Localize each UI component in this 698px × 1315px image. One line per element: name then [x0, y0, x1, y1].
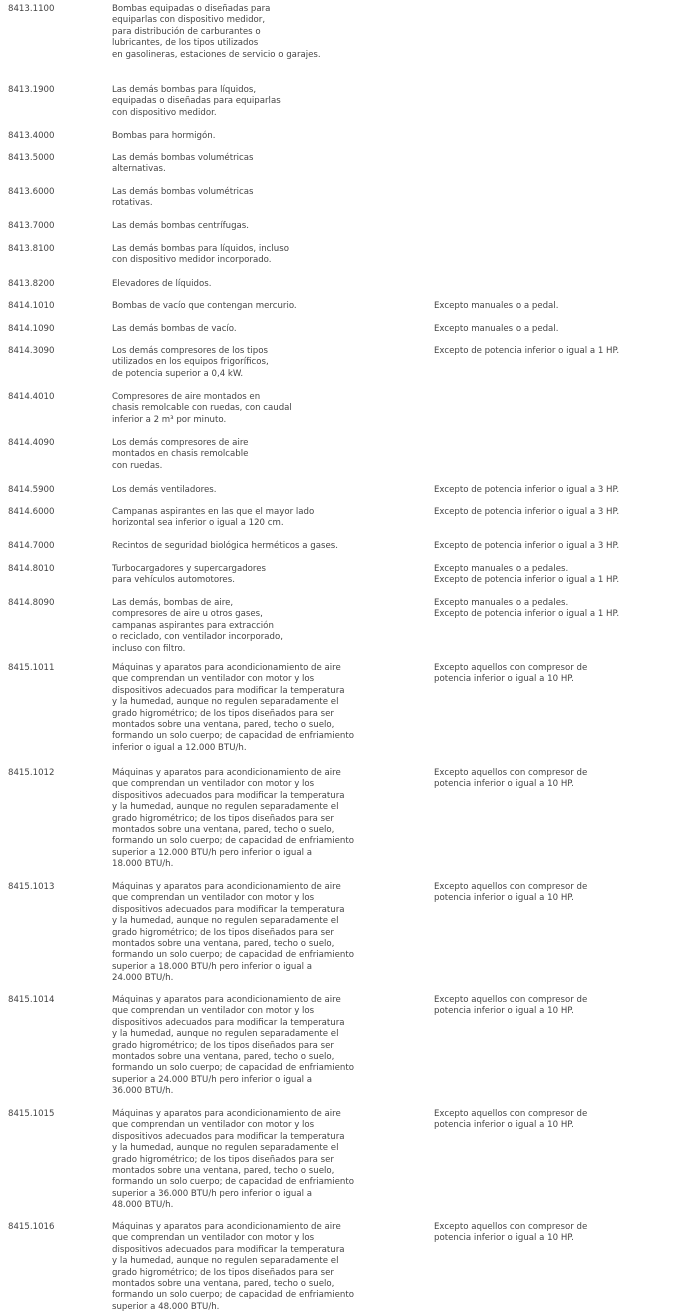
- desc-line: inferior o igual a 12.000 BTU/h.: [112, 742, 247, 753]
- description: [112, 187, 422, 210]
- desc-line: para distribución de carburantes o: [112, 26, 261, 37]
- exception-note: [434, 995, 694, 1018]
- desc-line: grado higrométrico; de los tipos diseñados para ser: [112, 927, 334, 938]
- desc-line: formando un solo cuerpo; de capacidad de enfriamiento: [112, 836, 355, 847]
- note-line: Excepto de potencia inferior o igual a 3 HP.: [434, 485, 620, 495]
- desc-line: grado higrométrico; de los tipos diseñados para ser: [112, 1154, 334, 1165]
- note-line: Excepto aquellos con compresor de: [434, 663, 588, 673]
- exception-note: [434, 1222, 694, 1245]
- desc-line: rotativas.: [112, 198, 153, 209]
- desc-line: y la humedad, aunque no regulen separadamente el: [112, 697, 339, 708]
- desc-line: grado higrométrico; de los tipos diseñados para ser: [112, 1040, 334, 1051]
- desc-line: dispositivos adecuados para modificar la temperatura: [112, 904, 345, 915]
- description: [112, 131, 422, 142]
- note-line: potencia inferior o igual a 10 HP.: [434, 1233, 574, 1244]
- note-line: potencia inferior o igual a 10 HP.: [434, 1006, 574, 1017]
- desc-line: montados sobre una ventana, pared, techo o suelo,: [112, 825, 335, 836]
- tariff-code: 8413.5000: [8, 153, 55, 163]
- desc-line: superior a 48.000 BTU/h.: [112, 1301, 220, 1312]
- desc-line: superior a 18.000 BTU/h pero inferior o igual a: [112, 961, 313, 972]
- desc-line: utilizados en los equipos frigoríficos,: [112, 357, 269, 368]
- desc-line: 36.000 BTU/h.: [112, 1086, 174, 1097]
- note-line: Excepto aquellos con compresor de: [434, 1109, 588, 1119]
- desc-line: montados sobre una ventana, pared, techo o suelo,: [112, 720, 335, 731]
- desc-line: Las demás bombas volumétricas: [112, 153, 254, 163]
- desc-line: dispositivos adecuados para modificar la temperatura: [112, 1131, 345, 1142]
- desc-line: Máquinas y aparatos para acondicionamiento de aire: [112, 1109, 341, 1119]
- desc-line: montados sobre una ventana, pared, techo o suelo,: [112, 1052, 335, 1063]
- desc-line: que comprendan un ventilador con motor y los: [112, 1120, 315, 1131]
- description: [112, 4, 422, 61]
- desc-line: campanas aspirantes para extracción: [112, 620, 274, 631]
- description: [112, 598, 422, 655]
- desc-line: Máquinas y aparatos para acondicionamiento de aire: [112, 663, 341, 673]
- description: [112, 324, 422, 335]
- tariff-code: 8414.8010: [8, 564, 55, 574]
- desc-line: dispositivos adecuados para modificar la temperatura: [112, 685, 345, 696]
- desc-line: formando un solo cuerpo; de capacidad de enfriamiento: [112, 1290, 355, 1301]
- desc-line: Las demás bombas centrífugas.: [112, 221, 250, 231]
- desc-line: 24.000 BTU/h.: [112, 973, 174, 984]
- desc-line: horizontal sea inferior o igual a 120 cm.: [112, 518, 284, 529]
- desc-line: y la humedad, aunque no regulen separadamente el: [112, 802, 339, 813]
- desc-line: chasis remolcable con ruedas, con caudal: [112, 403, 292, 414]
- desc-line: superior a 36.000 BTU/h pero inferior o igual a: [112, 1188, 313, 1199]
- desc-line: formando un solo cuerpo; de capacidad de enfriamiento: [112, 950, 355, 961]
- desc-line: equipadas o diseñadas para equiparlas: [112, 96, 281, 107]
- exception-note: [434, 301, 694, 312]
- note-line: potencia inferior o igual a 10 HP.: [434, 893, 574, 904]
- description: [112, 507, 422, 530]
- description: [112, 279, 422, 290]
- tariff-code: 8414.5900: [8, 485, 55, 495]
- note-line: Excepto aquellos con compresor de: [434, 882, 588, 892]
- desc-line: formando un solo cuerpo; de capacidad de enfriamiento: [112, 1177, 355, 1188]
- description: [112, 485, 422, 496]
- exception-note: [434, 663, 694, 686]
- tariff-code: 8415.1011: [8, 663, 55, 673]
- exception-note: [434, 485, 694, 496]
- description: [112, 1109, 422, 1212]
- desc-line: grado higrométrico; de los tipos diseñados para ser: [112, 1267, 334, 1278]
- tariff-code: 8413.8200: [8, 279, 55, 289]
- desc-line: Elevadores de líquidos.: [112, 279, 212, 289]
- tariff-code: 8414.4090: [8, 438, 55, 448]
- note-line: potencia inferior o igual a 10 HP.: [434, 1120, 574, 1131]
- desc-line: Campanas aspirantes en las que el mayor lado: [112, 507, 315, 517]
- description: [112, 768, 422, 871]
- tariff-code: 8414.6000: [8, 507, 55, 517]
- tariff-code: 8415.1013: [8, 882, 55, 892]
- desc-line: que comprendan un ventilador con motor y los: [112, 1006, 315, 1017]
- note-line: Excepto aquellos con compresor de: [434, 768, 588, 778]
- desc-line: para vehículos automotores.: [112, 575, 235, 586]
- description: [112, 301, 422, 312]
- desc-line: equiparlas con dispositivo medidor,: [112, 15, 266, 26]
- desc-line: Máquinas y aparatos para acondicionamiento de aire: [112, 995, 341, 1005]
- description: [112, 1222, 422, 1313]
- desc-line: Recintos de seguridad biológica herméticos a gases.: [112, 541, 338, 551]
- note-line: Excepto manuales o a pedal.: [434, 301, 559, 311]
- note-line: Excepto manuales o a pedales.: [434, 598, 569, 608]
- desc-line: Las demás bombas para líquidos, incluso: [112, 244, 289, 254]
- desc-line: Las demás, bombas de aire,: [112, 598, 234, 608]
- desc-line: dispositivos adecuados para modificar la temperatura: [112, 790, 345, 801]
- desc-line: Máquinas y aparatos para acondicionamiento de aire: [112, 882, 341, 892]
- description: [112, 438, 422, 472]
- desc-line: lubricantes, de los tipos utilizados: [112, 38, 259, 49]
- tariff-code: 8413.6000: [8, 187, 55, 197]
- tariff-code: 8413.4000: [8, 131, 55, 141]
- desc-line: formando un solo cuerpo; de capacidad de enfriamiento: [112, 1063, 355, 1074]
- desc-line: Los demás ventiladores.: [112, 485, 217, 495]
- tariff-code: 8414.1090: [8, 324, 55, 334]
- exception-note: [434, 324, 694, 335]
- desc-line: con ruedas.: [112, 460, 163, 471]
- description: [112, 392, 422, 426]
- desc-line: dispositivos adecuados para modificar la temperatura: [112, 1244, 345, 1255]
- note-line: Excepto de potencia inferior o igual a 1 HP.: [434, 609, 620, 620]
- note-line: Excepto de potencia inferior o igual a 3 HP.: [434, 507, 620, 517]
- tariff-code: 8413.7000: [8, 221, 55, 231]
- desc-line: 18.000 BTU/h.: [112, 859, 174, 870]
- tariff-code: 8415.1015: [8, 1109, 55, 1119]
- exception-note: [434, 541, 694, 552]
- tariff-code: 8414.1010: [8, 301, 55, 311]
- description: [112, 346, 422, 380]
- exception-note: [434, 346, 694, 357]
- desc-line: Compresores de aire montados en: [112, 392, 261, 402]
- note-line: Excepto aquellos con compresor de: [434, 1222, 588, 1232]
- desc-line: 48.000 BTU/h.: [112, 1200, 174, 1211]
- desc-line: Los demás compresores de los tipos: [112, 346, 268, 356]
- desc-line: montados sobre una ventana, pared, techo o suelo,: [112, 1279, 335, 1290]
- description: [112, 85, 422, 119]
- desc-line: que comprendan un ventilador con motor y los: [112, 779, 315, 790]
- tariff-code: 8414.7000: [8, 541, 55, 551]
- desc-line: incluso con filtro.: [112, 643, 186, 654]
- desc-line: Bombas para hormigón.: [112, 131, 216, 141]
- desc-line: formando un solo cuerpo; de capacidad de enfriamiento: [112, 731, 355, 742]
- description: [112, 995, 422, 1098]
- note-line: Excepto de potencia inferior o igual a 1 HP.: [434, 575, 620, 586]
- desc-line: montados sobre una ventana, pared, techo o suelo,: [112, 939, 335, 950]
- note-line: Excepto de potencia inferior o igual a 1 HP.: [434, 346, 620, 356]
- exception-note: [434, 564, 694, 587]
- desc-line: y la humedad, aunque no regulen separadamente el: [112, 916, 339, 927]
- exception-note: [434, 598, 694, 621]
- tariff-code: 8413.1900: [8, 85, 55, 95]
- desc-line: superior a 12.000 BTU/h pero inferior o igual a: [112, 847, 313, 858]
- note-line: Excepto de potencia inferior o igual a 3 HP.: [434, 541, 620, 551]
- desc-line: que comprendan un ventilador con motor y los: [112, 893, 315, 904]
- desc-line: que comprendan un ventilador con motor y los: [112, 674, 315, 685]
- exception-note: [434, 768, 694, 791]
- tariff-code: 8415.1012: [8, 768, 55, 778]
- desc-line: con dispositivo medidor.: [112, 107, 217, 118]
- description: [112, 564, 422, 587]
- desc-line: Bombas de vacío que contengan mercurio.: [112, 301, 297, 311]
- desc-line: grado higrométrico; de los tipos diseñados para ser: [112, 708, 334, 719]
- tariff-code: 8415.1016: [8, 1222, 55, 1232]
- desc-line: y la humedad, aunque no regulen separadamente el: [112, 1256, 339, 1267]
- tariff-code: 8414.3090: [8, 346, 55, 356]
- exception-note: [434, 507, 694, 518]
- desc-line: montados en chasis remolcable: [112, 449, 249, 460]
- desc-line: en gasolineras, estaciones de servicio o garajes.: [112, 49, 321, 60]
- desc-line: y la humedad, aunque no regulen separadamente el: [112, 1029, 339, 1040]
- tariff-code: 8414.4010: [8, 392, 55, 402]
- desc-line: Los demás compresores de aire: [112, 438, 249, 448]
- description: [112, 882, 422, 985]
- desc-line: de potencia superior a 0,4 kW.: [112, 368, 244, 379]
- tariff-code: 8413.1100: [8, 4, 55, 14]
- desc-line: grado higrométrico; de los tipos diseñados para ser: [112, 813, 334, 824]
- desc-line: superior a 24.000 BTU/h pero inferior o igual a: [112, 1074, 313, 1085]
- exception-note: [434, 882, 694, 905]
- note-line: potencia inferior o igual a 10 HP.: [434, 674, 574, 685]
- desc-line: montados sobre una ventana, pared, techo o suelo,: [112, 1166, 335, 1177]
- description: [112, 541, 422, 552]
- desc-line: o reciclado, con ventilador incorporado,: [112, 632, 283, 643]
- note-line: Excepto manuales o a pedal.: [434, 324, 559, 334]
- desc-line: Máquinas y aparatos para acondicionamiento de aire: [112, 1222, 341, 1232]
- description: [112, 221, 422, 232]
- desc-line: Turbocargadores y supercargadores: [112, 564, 267, 574]
- exception-note: [434, 1109, 694, 1132]
- desc-line: dispositivos adecuados para modificar la temperatura: [112, 1017, 345, 1028]
- desc-line: Las demás bombas de vacío.: [112, 324, 237, 334]
- description: [112, 663, 422, 754]
- desc-line: Bombas equipadas o diseñadas para: [112, 4, 271, 14]
- desc-line: Las demás bombas volumétricas: [112, 187, 254, 197]
- tariff-code: 8414.8090: [8, 598, 55, 608]
- note-line: Excepto aquellos con compresor de: [434, 995, 588, 1005]
- desc-line: que comprendan un ventilador con motor y los: [112, 1233, 315, 1244]
- note-line: Excepto manuales o a pedales.: [434, 564, 569, 574]
- desc-line: Las demás bombas para líquidos,: [112, 85, 257, 95]
- description: [112, 153, 422, 176]
- desc-line: y la humedad, aunque no regulen separadamente el: [112, 1143, 339, 1154]
- desc-line: compresores de aire u otros gases,: [112, 609, 263, 620]
- tariff-code: 8413.8100: [8, 244, 55, 254]
- tariff-code: 8415.1014: [8, 995, 55, 1005]
- desc-line: alternativas.: [112, 164, 166, 175]
- description: [112, 244, 422, 267]
- desc-line: inferior a 2 m³ por minuto.: [112, 414, 227, 425]
- desc-line: Máquinas y aparatos para acondicionamiento de aire: [112, 768, 341, 778]
- note-line: potencia inferior o igual a 10 HP.: [434, 779, 574, 790]
- desc-line: con dispositivo medidor incorporado.: [112, 255, 272, 266]
